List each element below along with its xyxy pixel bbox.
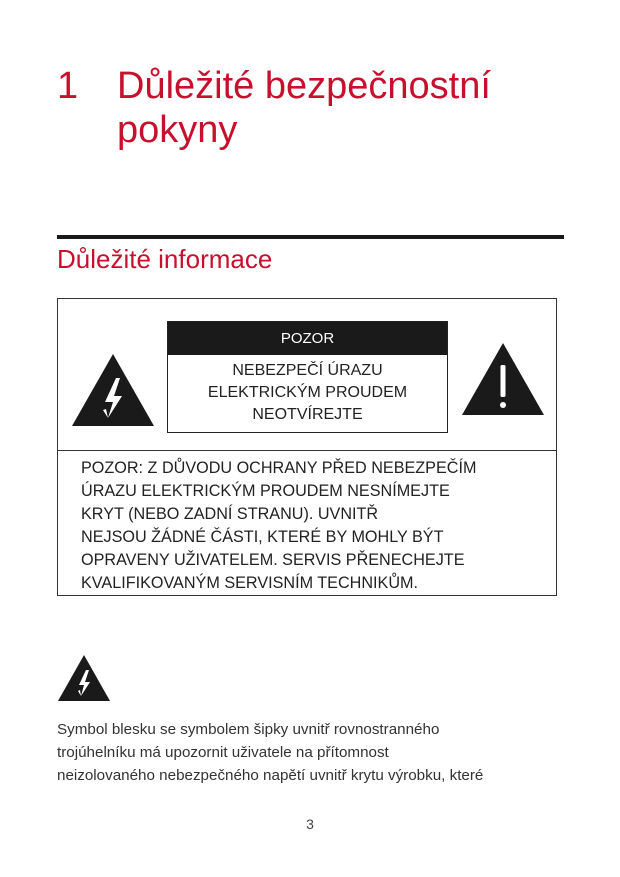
section-title: Důležité informace [57, 244, 273, 274]
warning-text-line: ÚRAZU ELEKTRICKÝM PROUDEM NESNÍMEJTE [81, 482, 450, 500]
lightning-warning-icon [70, 352, 156, 428]
exclamation-warning-icon [460, 341, 546, 417]
warning-text-line: KVALIFIKOVANÝM SERVISNÍM TECHNIKŮM. [81, 574, 419, 592]
warning-text-line: OPRAVENY UŽIVATELEM. SERVIS PŘENECHEJTE [81, 551, 465, 569]
warning-text [81, 457, 551, 595]
paragraph-line: Symbol blesku se symbolem šipky uvnitř rovnostranného [57, 721, 440, 738]
warning-text-line: POZOR: Z DŮVODU OCHRANY PŘED NEBEZPEČÍM [81, 459, 477, 477]
caution-body [168, 355, 447, 426]
caution-line: ELEKTRICKÝM PROUDEM [207, 384, 408, 401]
caution-line: NEOTVÍREJTE [252, 406, 363, 423]
warning-box [57, 298, 557, 596]
lightning-warning-icon [57, 654, 111, 702]
warning-text-line: KRYT (NEBO ZADNÍ STRANU). UVNITŘ [81, 505, 379, 523]
caution-label [167, 321, 448, 433]
page-number: 3 [306, 816, 314, 832]
section-rule [57, 235, 564, 239]
warning-text-line: NEJSOU ŽÁDNÉ ČÁSTI, KTERÉ BY MOHLY BÝT [81, 528, 444, 546]
paragraph-line: neizolovaného nebezpečného napětí uvnitř krytu výrobku, které [57, 767, 484, 784]
chapter-title [117, 64, 587, 152]
chapter-number: 1 [57, 65, 79, 107]
warning-divider [58, 450, 556, 451]
caution-header: POZOR [168, 322, 447, 355]
caution-line: NEBEZPEČÍ ÚRAZU [232, 362, 383, 379]
chapter-title-line: Důležité bezpečnostní [117, 65, 491, 107]
paragraph-line: trojúhelníku má upozornit uživatele na přítomnost [57, 744, 389, 761]
chapter-title-line: pokyny [117, 109, 238, 151]
symbol-explanation [57, 718, 577, 787]
